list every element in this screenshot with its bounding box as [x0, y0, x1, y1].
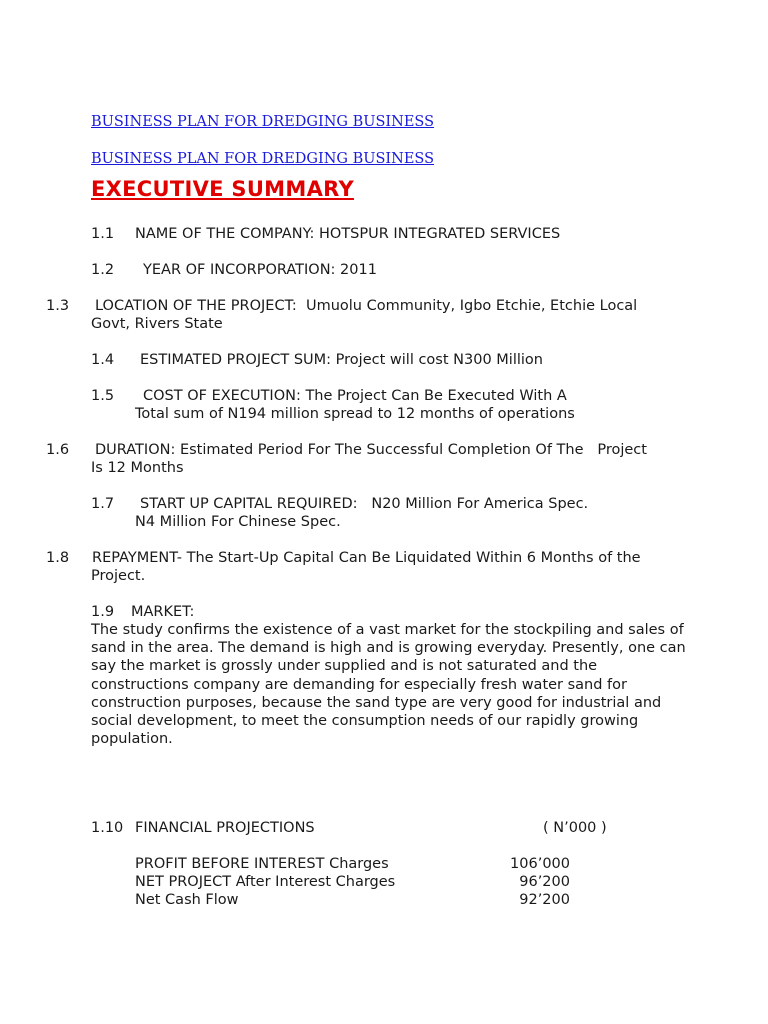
item-1-7-number: 1.7	[91, 496, 115, 512]
item-1-8-number: 1.8	[46, 550, 70, 566]
financial-row-value: 106’000	[510, 856, 570, 872]
item-1-5-text: COST OF EXECUTION: The Project Can Be Executed With A	[143, 388, 567, 404]
item-1-1-number: 1.1	[91, 226, 115, 242]
item-1-3-number: 1.3	[46, 298, 70, 314]
market-paragraph: The study confirms the existence of a vast market for the stockpiling and sales of sand in the area. The demand is high and is growing everyday. Presently, one can say the market is grossly under supplied and is not saturated and the constructions company are demanding for especially fresh water sand for construction purposes, because the sand type are very good for industrial and social development, to meet the consumption needs of our rapidly growing population.	[91, 622, 686, 748]
financial-row-label: Net Cash Flow	[135, 892, 239, 908]
item-1-9-number: 1.9	[91, 604, 115, 620]
title-link-2[interactable]: BUSINESS PLAN FOR DREDGING BUSINESS	[91, 151, 435, 167]
item-1-3-text: LOCATION OF THE PROJECT: Umuolu Community, Igbo Etchie, Etchie Local	[95, 298, 638, 314]
financial-projections-title: FINANCIAL PROJECTIONS	[135, 820, 315, 836]
financial-unit: ( N’000 )	[543, 820, 607, 836]
item-1-1-text: NAME OF THE COMPANY: HOTSPUR INTEGRATED SERVICES	[135, 226, 561, 242]
item-1-10-number: 1.10	[91, 820, 124, 836]
item-1-2-text: YEAR OF INCORPORATION: 2011	[143, 262, 377, 278]
financial-row-value: 92’200	[519, 892, 570, 908]
item-1-7-text: START UP CAPITAL REQUIRED: N20 Million For America Spec.	[140, 496, 589, 512]
item-1-5-text-cont: Total sum of N194 million spread to 12 months of operations	[135, 406, 575, 422]
item-1-2-number: 1.2	[91, 262, 115, 278]
item-1-9-text: MARKET:	[131, 604, 195, 620]
item-1-4-number: 1.4	[91, 352, 115, 368]
item-1-7-text-cont: N4 Million For Chinese Spec.	[135, 514, 341, 530]
item-1-5-number: 1.5	[91, 388, 115, 404]
item-1-6-number: 1.6	[46, 442, 70, 458]
item-1-8-text-cont: Project.	[91, 568, 146, 584]
title-link-1[interactable]: BUSINESS PLAN FOR DREDGING BUSINESS	[91, 114, 435, 130]
item-1-8-text: REPAYMENT- The Start-Up Capital Can Be Liquidated Within 6 Months of the	[92, 550, 641, 566]
item-1-6-text-cont: Is 12 Months	[91, 460, 184, 476]
item-1-4-text: ESTIMATED PROJECT SUM: Project will cost N300 Million	[140, 352, 543, 368]
executive-summary-heading: EXECUTIVE SUMMARY	[91, 177, 354, 201]
financial-row-value: 96’200	[519, 874, 570, 890]
item-1-3-text-cont: Govt, Rivers State	[91, 316, 223, 332]
financial-row-label: PROFIT BEFORE INTEREST Charges	[135, 856, 389, 872]
financial-row-label: NET PROJECT After Interest Charges	[135, 874, 396, 890]
item-1-6-text: DURATION: Estimated Period For The Successful Completion Of The Project	[95, 442, 647, 458]
